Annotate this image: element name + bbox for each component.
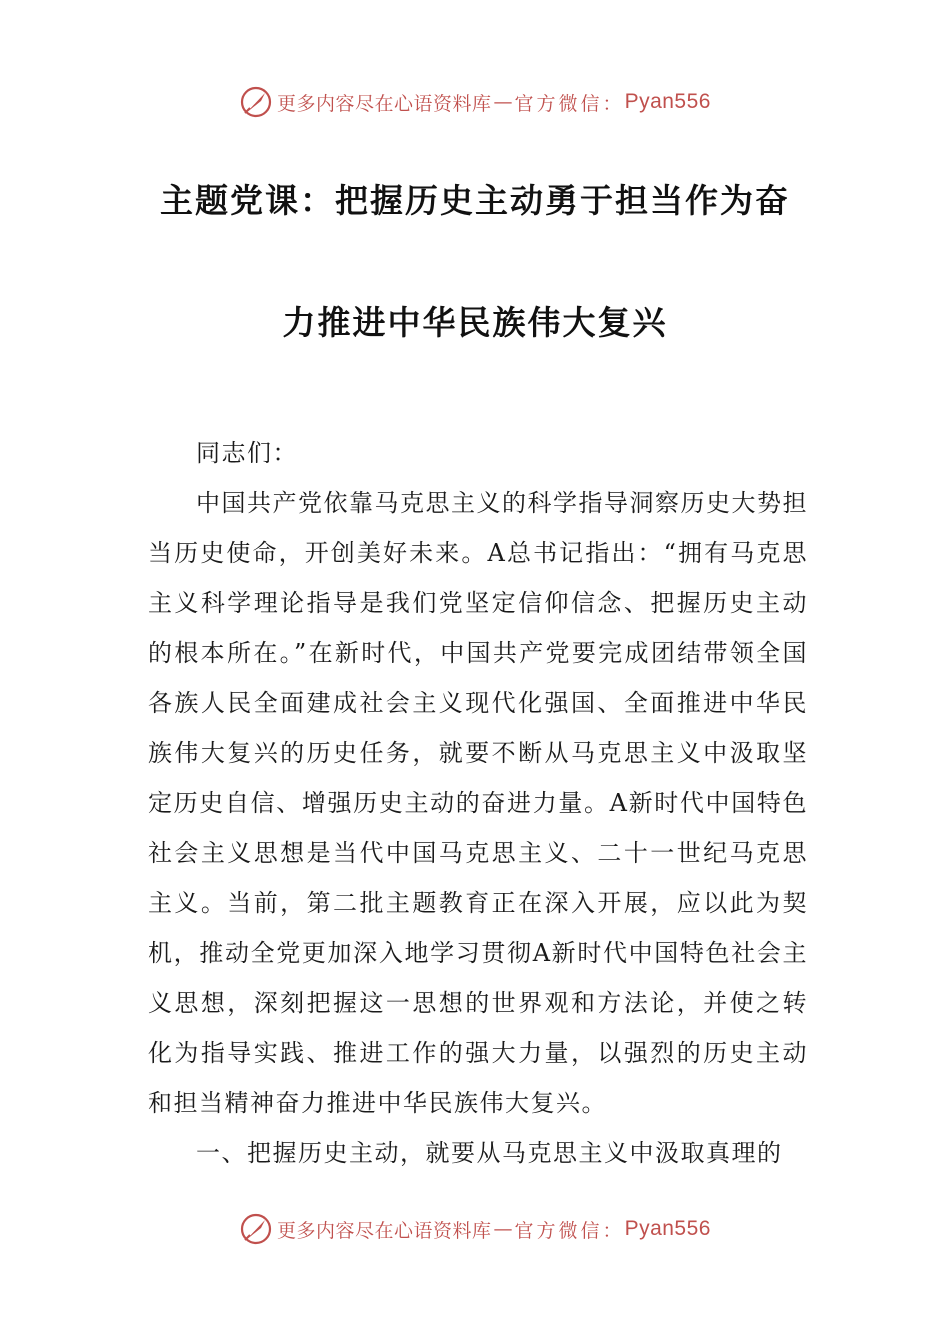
watermark-wechat-account: Pyan556	[624, 90, 711, 113]
quill-pen-logo-icon	[239, 85, 273, 119]
watermark-wechat-account: Pyan556	[624, 1217, 711, 1240]
footer-watermark	[0, 1209, 950, 1249]
watermark-separator: —	[493, 91, 513, 113]
document-title-line-2: 力推进中华民族伟大复兴	[282, 303, 668, 342]
document-body	[148, 428, 808, 1178]
section-heading-paragraph: 一、把握历史主动，就要从马克思主义中汲取真理的	[196, 1139, 783, 1167]
document-title-line-1: 主题党课：把握历史主动勇于担当作为奋	[160, 181, 790, 220]
header-watermark	[0, 82, 950, 122]
watermark-brand: 更多内容尽在心语资料库	[277, 92, 492, 115]
greeting: 同志们：	[196, 439, 298, 467]
body-paragraph: 中国共产党依靠马克思主义的科学指导洞察历史大势担当历史使命，开创美好未来。A总书记指出：“拥有马克思主义科学理论指导是我们党坚定信仰信念、把握历史主动的根本所在。”在新时代，中国共产党要完成团结带领全国各族人民全面建成社会主义现代化强国、全面推进中华民族伟大复兴的历史任务，就要不断从马克思主义中汲取坚定历史自信、增强历史主动的奋进力量。A新时代中国特色社会主义思想是当代中国马克思主义、二十一世纪马克思主义。当前，第二批主题教育正在深入开展，应以此为契机，推动全党更加深入地学习贯彻A新时代中国特色社会主义思想，深刻把握这一思想的世界观和方法论，并使之转化为指导实践、推进工作的强大力量，以强烈的历史主动和担当精神奋力推进中华民族伟大复兴。	[148, 489, 808, 1117]
watermark-separator: —	[493, 1218, 513, 1240]
quill-pen-logo-icon	[239, 1212, 273, 1246]
watermark-wechat-label: 官方微信：	[514, 92, 625, 115]
watermark-brand: 更多内容尽在心语资料库	[277, 1219, 492, 1242]
watermark-wechat-label: 官方微信：	[514, 1219, 625, 1242]
